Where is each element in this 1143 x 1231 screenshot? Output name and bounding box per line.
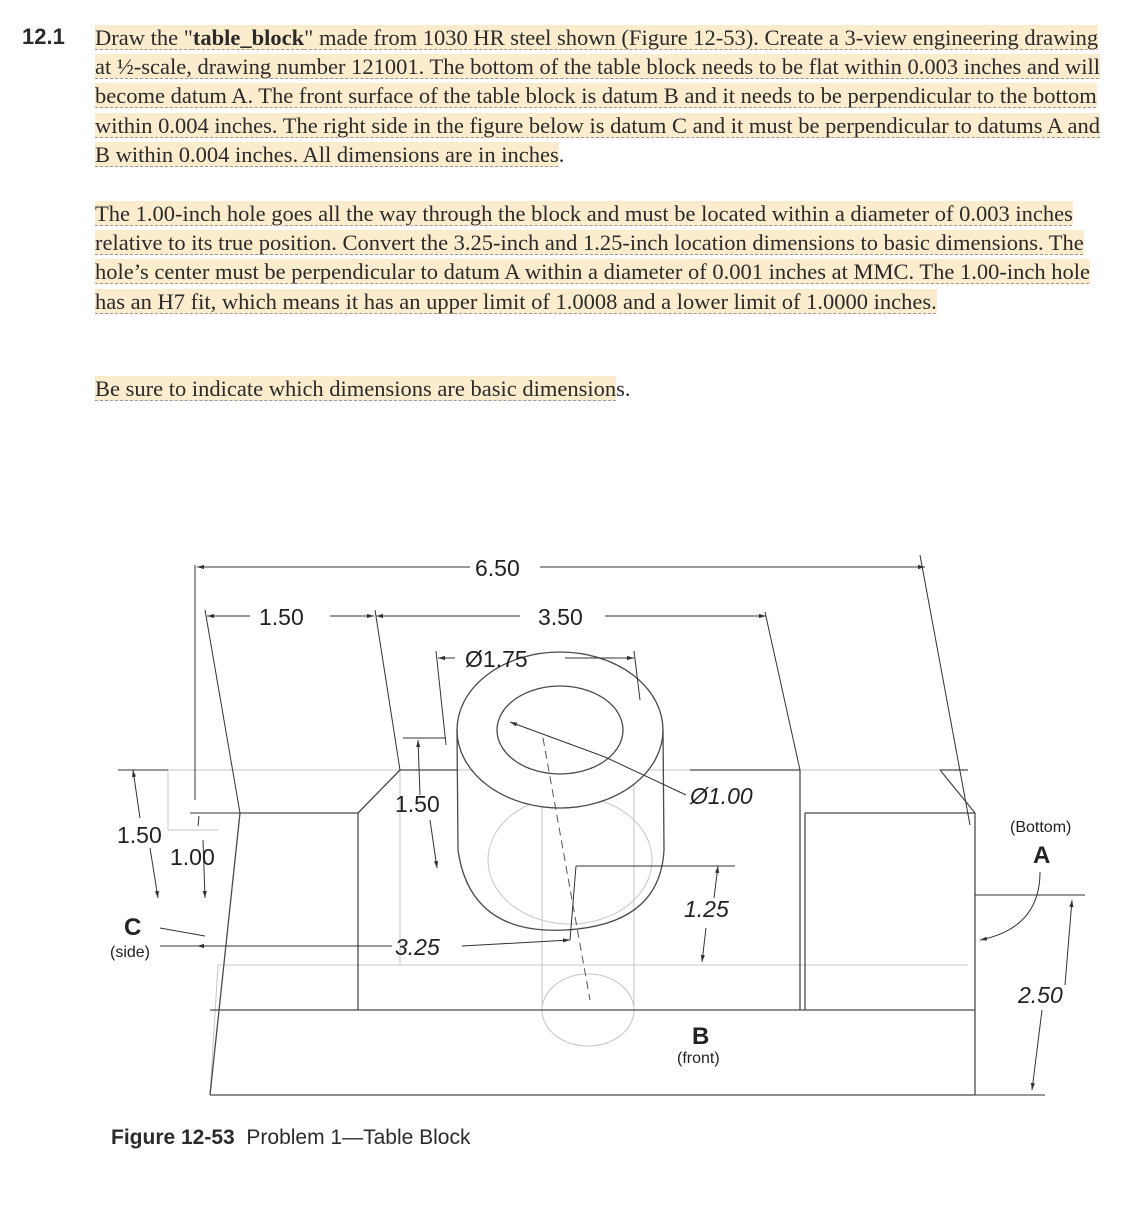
caption-label: Figure 12-53 xyxy=(111,1126,235,1149)
dim-left-height-outer: 1.50 xyxy=(117,822,162,848)
dim-overall-width: 6.50 xyxy=(475,555,520,581)
cylinder-boss xyxy=(457,652,664,930)
caption-title: Problem 1—Table Block xyxy=(246,1126,471,1149)
paragraph-1-highlight: Draw the "table_block" made from 1030 HR steel shown (Figure 12-53). Create a 3-view engineering drawing at ½-scale, drawing number 121001. The bottom of the table block needs to be flat within 0.003 inches and will become datum A. The front surface of the table block is datum B and it needs to be perpendicular to the bottom within 0.004 inches. The right side in the figure below is datum C and it must be perpendicular to datums A and B within 0.004 inches. All dimensions are in inches xyxy=(95,25,1101,167)
dim-depth: 2.50 xyxy=(1018,982,1063,1008)
datum-b-note: (front) xyxy=(677,1050,720,1067)
problem-number: 12.1 xyxy=(22,24,65,49)
hidden-lines xyxy=(168,770,968,1095)
dim-left-step: 1.50 xyxy=(259,604,304,630)
problem-paragraph-1: Draw the "table_block" made from 1030 HR steel shown (Figure 12-53). Create a 3-view engineering drawing at ½-scale, drawing number 121001. The bottom of the table block needs to be flat within 0.003 inches and will become datum A. The front surface of the table block is datum B and it needs to be perpendicular to the bottom within 0.004 inches. The right side in the figure below is datum C and it must be perpendicular to datums A and B within 0.004 inches. All dimensions are in inches. xyxy=(95,25,1101,167)
dim-hole-from-side: 3.25 xyxy=(395,934,440,960)
datum-c-letter: C xyxy=(124,914,142,941)
datum-c-note: (side) xyxy=(110,944,151,961)
datum-b-letter: B xyxy=(692,1023,710,1050)
datum-a-letter: A xyxy=(1033,842,1051,869)
figure-caption xyxy=(111,1126,471,1150)
problem-paragraph-2: The 1.00-inch hole goes all the way through the block and must be located within a diameter of 0.003 inches relative to its true position. Convert the 3.25-inch and 1.25-inch location dimensions to basic dimensions. The hole’s center must be perpendicular to datum A within a diameter of 0.001 inches at MMC. The 1.00-inch hole has an H7 fit, which means it has an upper limit of 1.0008 and a lower limit of 1.0000 inches. xyxy=(95,201,1090,314)
dim-left-height-inner: 1.00 xyxy=(170,844,215,870)
dim-hole-from-front: 1.25 xyxy=(684,896,729,922)
part-name: table_block xyxy=(192,25,305,50)
dim-hole-diameter: Ø1.00 xyxy=(690,783,753,809)
problem-paragraph-3: Be sure to indicate which dimensions are basic dimensions. xyxy=(95,376,631,401)
dimension-lines xyxy=(118,555,1085,1095)
dim-boss-to-right: 3.50 xyxy=(538,604,583,630)
dim-boss-height: 1.50 xyxy=(395,791,440,817)
dim-boss-diameter: Ø1.75 xyxy=(465,646,528,672)
datum-a-note: (Bottom) xyxy=(1010,819,1072,836)
